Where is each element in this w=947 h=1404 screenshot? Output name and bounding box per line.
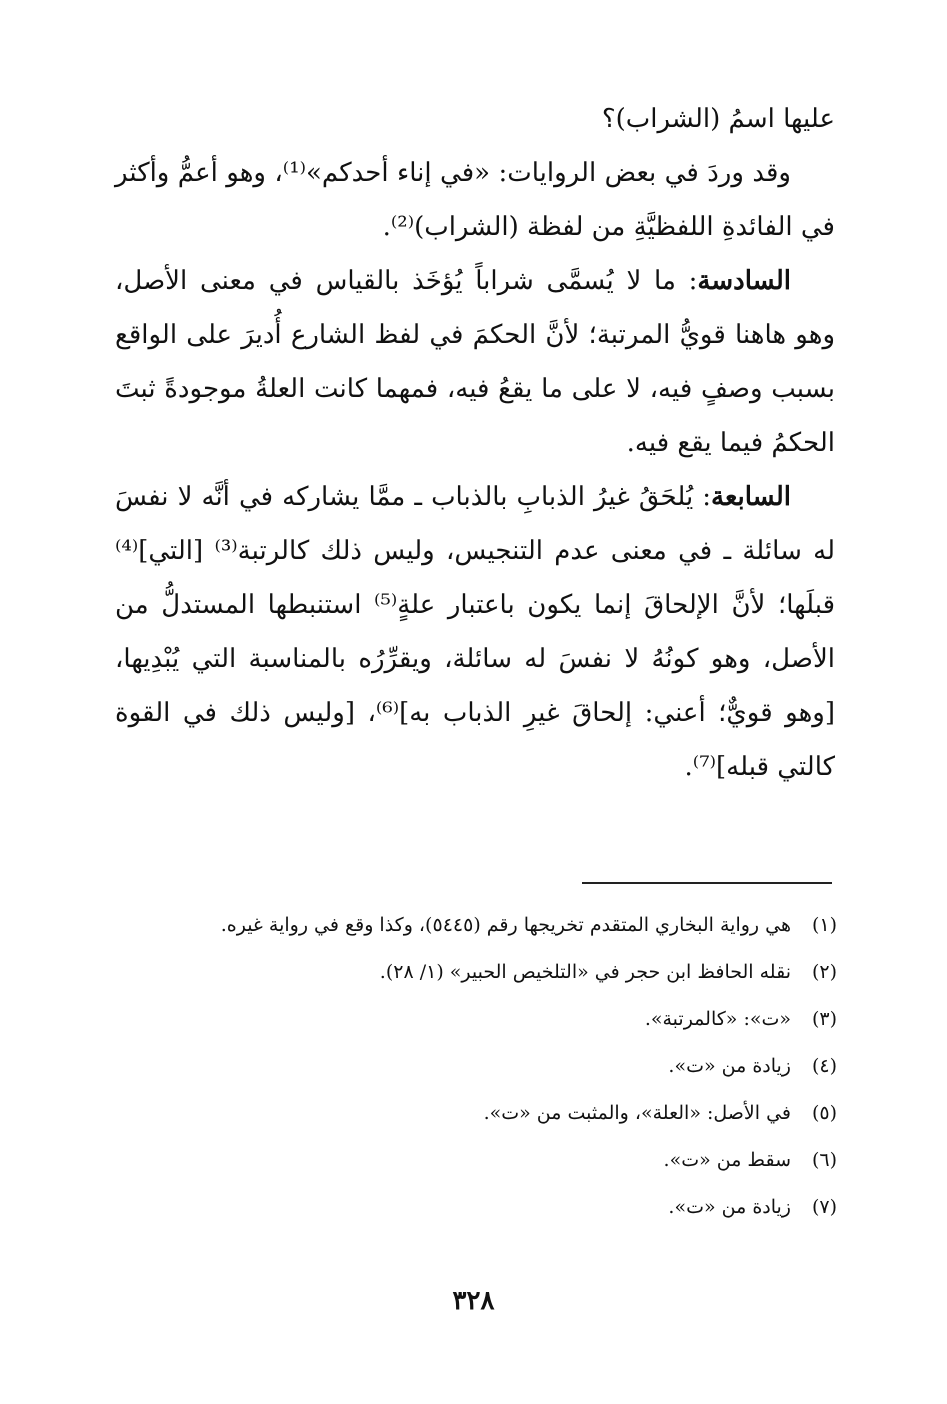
paragraph: [115, 146, 835, 254]
footnote: [115, 1184, 837, 1231]
footnote: [115, 996, 837, 1043]
paragraph: [115, 254, 835, 470]
footnote: [115, 949, 837, 996]
main-text: [115, 92, 835, 794]
footnote-number: (٥): [811, 1102, 837, 1124]
page-number: ٣٢٨: [452, 1286, 495, 1316]
footnote-text: «ت»: «كالمرتبة».: [644, 1008, 791, 1030]
paragraph-term: السادسة: [697, 266, 791, 296]
footnote-text: سقط من «ت».: [663, 1149, 791, 1171]
paragraph-text: عليها اسمُ (الشراب)؟: [601, 104, 835, 134]
paragraph-text: : يُلحَقُ غيرُ الذبابِ بالذباب ـ ممَّا يشاركه في أنَّه لا نفسَ له سائلة ـ في معنى عدم التنجيس، وليس ذلك كالرتبة⁽³⁾ [التي]⁽⁴⁾ قبلَها؛ لأنَّ الإلحاقَ إنما يكون باعتبار علةٍ⁽⁵⁾ استنبطها المستدلُّ من الأصل، وهو كونُهُ لا نفسَ له سائلة، ويقرِّرُه بالمناسبة التي يُبْدِيها، [وهو قويٌّ؛ أعني: إلحاقَ غيرِ الذباب به]⁽⁶⁾، [وليس ذلك في القوة كالتي قبله]⁽⁷⁾.: [115, 482, 836, 782]
footnote: [115, 1090, 837, 1137]
paragraph-text: : ما لا يُسمَّى شراباً يُؤخَذ بالقياس في معنى الأصل، وهو هاهنا قويُّ المرتبة؛ لأنَّ الحكمَ في لفظ الشارع أُديرَ على الواقع بسبب وصفٍ فيه، لا على ما يقعُ فيه، فمهما كانت العلةُ موجودةً ثبتَ الحكمُ فيما يقع فيه.: [115, 266, 835, 458]
footnote-divider: [582, 882, 832, 884]
footnote-text: في الأصل: «العلة»، والمثبت من «ت».: [483, 1102, 791, 1124]
footnote-text: زيادة من «ت».: [668, 1055, 791, 1077]
footnote-text: زيادة من «ت».: [668, 1196, 791, 1218]
footnote-number: (٢): [811, 961, 837, 983]
page-body: [115, 92, 835, 794]
footnote-text: نقله الحافظ ابن حجر في «التلخيص الحبير» (١/ ٢٨).: [379, 961, 791, 983]
footnote: [115, 1137, 837, 1184]
footnote-number: (٦): [811, 1149, 837, 1171]
footnote-number: (٧): [811, 1196, 837, 1218]
paragraph: [115, 92, 835, 146]
footnote-number: (٤): [811, 1055, 837, 1077]
paragraph-term: السابعة: [711, 482, 791, 512]
footnote: [115, 1043, 837, 1090]
footnote: [115, 902, 837, 949]
paragraph-text: وقد وردَ في بعض الروايات: «في إناء أحدكم»⁽¹⁾، وهو أعمُّ وأكثر في الفائدةِ اللفظيَّةِ من لفظة (الشراب)⁽²⁾.: [115, 158, 835, 242]
paragraph: [115, 470, 835, 794]
footnotes: [115, 902, 837, 1231]
footnote-number: (١): [811, 914, 837, 936]
footnote-number: (٣): [811, 1008, 837, 1030]
footnote-text: هي رواية البخاري المتقدم تخريجها رقم (٥٤٤٥)، وكذا وقع في رواية غيره.: [220, 914, 791, 936]
